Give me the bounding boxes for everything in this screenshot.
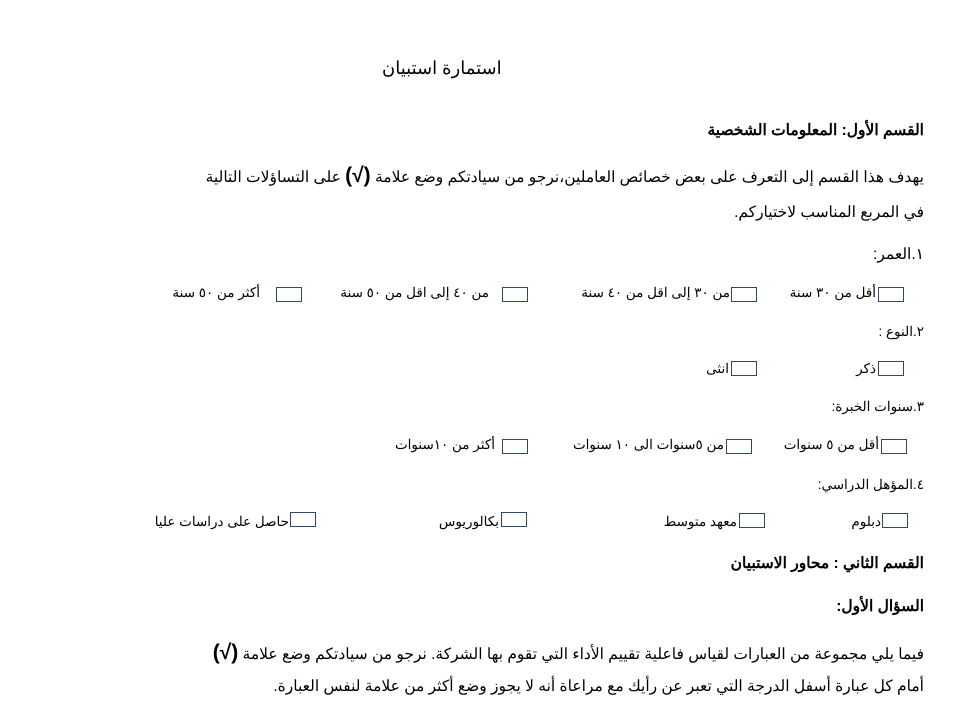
q2-option1-label: ذكر	[856, 361, 876, 376]
q2-option2-checkbox[interactable]	[731, 361, 757, 376]
q4-option4-checkbox[interactable]	[290, 512, 316, 527]
q3-option1-label: أقل من ٥ سنوات	[783, 437, 879, 452]
final-paragraph-line2: أمام كل عبارة أسفل الدرجة التي تعبر عن رأيك مع مراعاة أنه لا يجوز وضع أكثر من علامة لنفس العبارة.	[273, 678, 924, 695]
q2-option1-checkbox[interactable]	[878, 361, 904, 376]
q4-option4-label: حاصل على دراسات عليا	[154, 514, 289, 529]
q4-option2-label: معهد متوسط	[663, 514, 737, 529]
q3-label: ٣.سنوات الخبرة:	[831, 399, 924, 414]
q1-option3-label: من ٤٠ إلى اقل من ٥٠ سنة	[340, 285, 489, 300]
q4-option2-checkbox[interactable]	[739, 513, 765, 528]
q4-option3-checkbox[interactable]	[501, 512, 527, 527]
q1-label: ١.العمر:	[873, 246, 924, 263]
section1-heading: القسم الأول: المعلومات الشخصية	[707, 122, 924, 139]
check-mark-symbol: (√)	[345, 164, 371, 187]
q1-option2-checkbox[interactable]	[731, 287, 757, 302]
q3-option2-checkbox[interactable]	[726, 439, 752, 454]
q3-option1-checkbox[interactable]	[881, 439, 907, 454]
section2-heading: القسم الثاني : محاور الاستبيان	[730, 555, 924, 572]
q1-option2-label: من ٣٠ إلى اقل من ٤٠ سنة	[581, 285, 730, 300]
q4-option1-label: دبلوم	[851, 514, 881, 529]
q3-option3-label: أكثر من ١٠سنوات	[394, 437, 495, 452]
q1-option4-checkbox[interactable]	[276, 287, 302, 302]
q3-option3-checkbox[interactable]	[502, 439, 528, 454]
q2-option2-label: انثى	[706, 361, 729, 376]
intro-paragraph	[206, 164, 924, 188]
q2-label: ٢.النوع :	[878, 324, 924, 339]
final-paragraph	[213, 641, 924, 665]
q1-option4-label: أكثر من ٥٠ سنة	[172, 285, 260, 300]
form-title: استمارة استبيان	[382, 58, 502, 78]
q4-option1-checkbox[interactable]	[882, 513, 908, 528]
question1-heading: السؤال الأول:	[836, 598, 924, 615]
final-text-start: فيما يلي مجموعة من العبارات لقياس فاعلية تقييم الأداء التي تقوم بها الشركة. نرجو من سيادتكم وضع علامة	[238, 646, 924, 663]
q4-option3-label: بكالوريوس	[438, 514, 499, 529]
q4-label: ٤.المؤهل الدراسي:	[817, 477, 924, 492]
q1-option1-checkbox[interactable]	[878, 287, 904, 302]
final-check-mark-symbol: (√)	[212, 641, 239, 664]
q3-option2-label: من ٥سنوات الى ١٠ سنوات	[572, 437, 724, 452]
intro-text-start: يهدف هذا القسم إلى التعرف على بعض خصائص العاملين،نرجو من سيادتكم وضع علامة	[370, 169, 924, 186]
q1-option1-label: أقل من ٣٠ سنة	[789, 285, 876, 300]
intro-text-end: على التساؤلات التالية	[205, 169, 346, 186]
q1-option3-checkbox[interactable]	[502, 287, 528, 302]
intro-paragraph-line2: في المربع المناسب لاختياركم.	[734, 204, 924, 221]
watermark	[560, 688, 740, 704]
